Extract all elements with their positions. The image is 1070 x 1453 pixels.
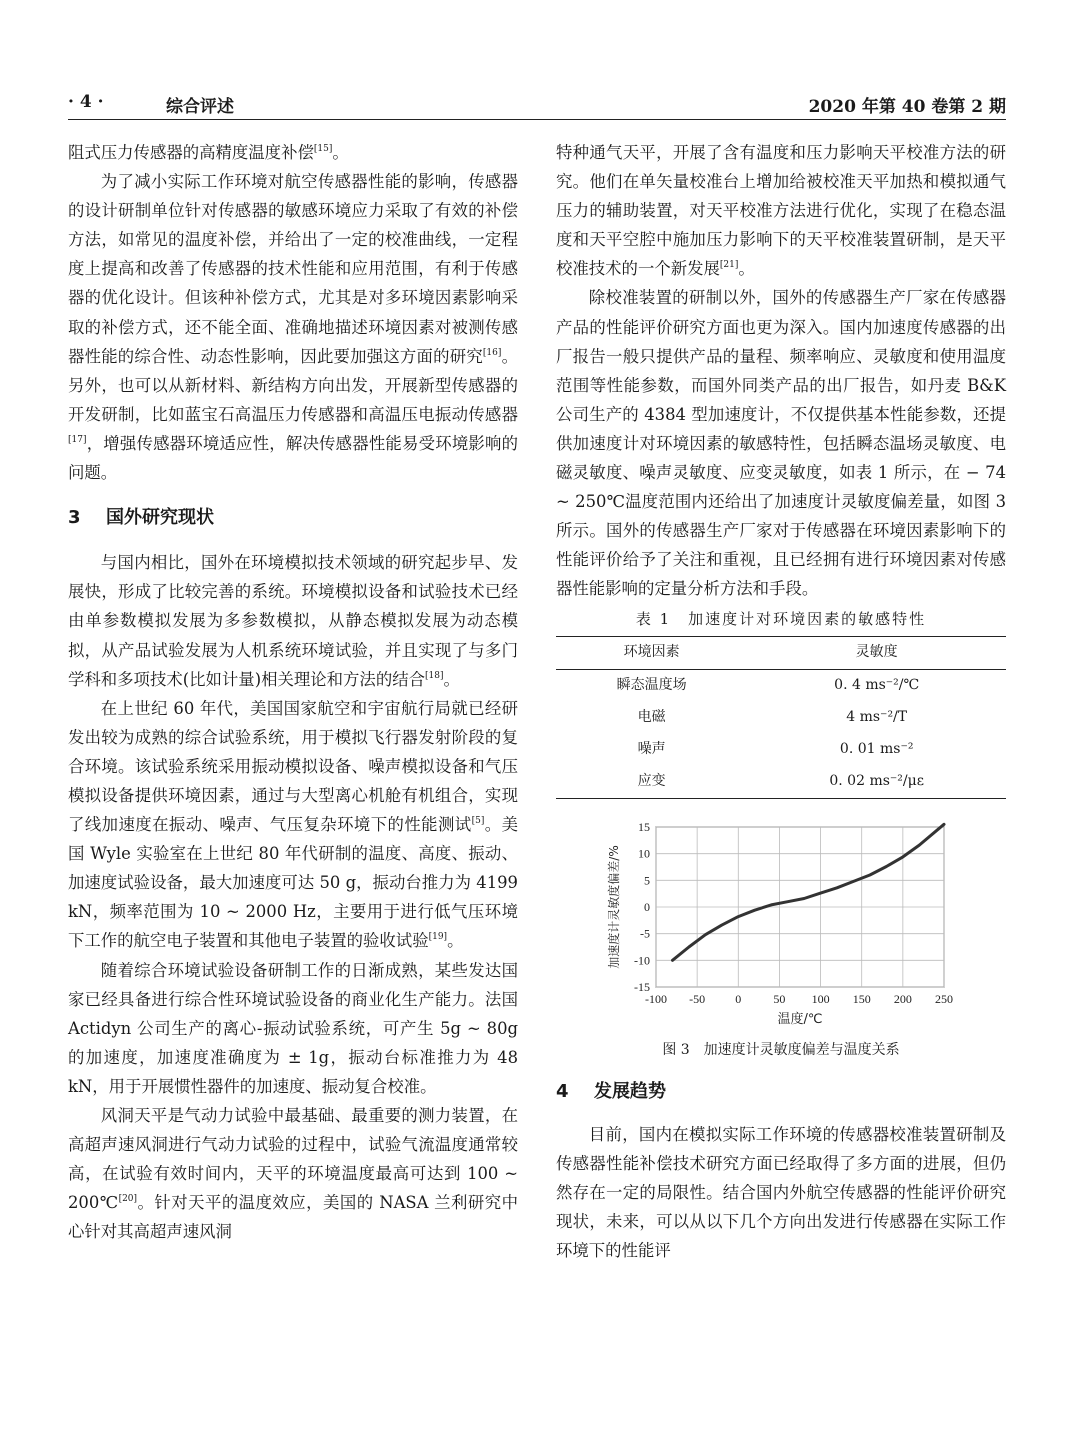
running-header — [68, 92, 1006, 118]
x-tick-label: 150 — [852, 991, 871, 1006]
citation[interactable]: [16] — [482, 347, 502, 358]
right-column — [556, 138, 1006, 1265]
y-tick-label: 5 — [644, 872, 650, 887]
series-line — [673, 824, 945, 960]
citation[interactable]: [15] — [313, 144, 333, 154]
column-header: 灵敏度 — [855, 643, 898, 660]
section-number: 4 — [556, 1080, 569, 1102]
citation[interactable]: [17] — [68, 434, 87, 445]
citation[interactable]: [5] — [471, 816, 485, 827]
section-heading — [68, 503, 518, 532]
paragraph: 特种通气天平，开展了含有温度和压力影响天平校准方法的研究。他们在单矢量校准台上增加给被校准天平加热和模拟通气压力的辅助装置，对天平校准方法进行优化，实现了在稳态温度和天平空腔中施加压力影响下的天平校准装置研制，是天平校准技术的一个新发展[21]。 — [556, 143, 1006, 279]
paragraph: 与国内相比，国外在环境模拟技术领域的研究起步早、发展快，形成了比较完善的系统。环境模拟设备和试验技术已经由单参数模拟发展为多参数模拟，从静态模拟发展为动态模拟，从产品试验发展为人机系统环境试验，并且实现了与多门学科和多项技术(比如计量)相关理论和方法的结合[18]。 — [68, 553, 518, 689]
x-tick-label: -100 — [645, 991, 667, 1006]
sensitivity-table — [556, 636, 1006, 799]
table-header-row — [556, 636, 1006, 669]
x-tick-label: 50 — [773, 991, 786, 1006]
y-tick-label: 0 — [644, 899, 650, 914]
section-heading — [556, 1077, 1006, 1106]
column-header: 环境因素 — [623, 643, 680, 660]
x-tick-label: -50 — [689, 991, 706, 1006]
table-row: 噪声 0. 01 ms⁻² — [637, 740, 914, 757]
sensitivity-temperature-chart — [556, 807, 1006, 1037]
table-row: 瞬态温度场 0. 4 ms⁻²/℃ — [616, 676, 920, 693]
y-tick-label: -15 — [634, 979, 650, 994]
header-rule — [68, 119, 1006, 120]
y-tick-label: -10 — [634, 952, 650, 967]
table-row: 应变 0. 02 ms⁻²/με — [556, 766, 1006, 799]
citation[interactable]: [21] — [719, 260, 739, 271]
y-tick-label: 15 — [638, 819, 650, 834]
paragraph: 阻式压力传感器的高精度温度补偿[15]。 — [68, 143, 349, 162]
paragraph: 除校准装置的研制以外，国外的传感器生产厂家在传感器产品的性能评价研究方面也更为深入。国内加速度传感器的出厂报告一般只提供产品的量程、频率响应、灵敏度和使用温度范围等性能参数，而国外同类产品的出厂报告，如丹麦 B&K 公司生产的 4384 型加速度计，不仅提供基本性能参数，还提供加速度计对环境因素的敏感特性，包括瞬态温场灵敏度、电磁灵敏度、噪声灵敏度、应变灵敏度，如表 1 所示，在 − 74 ~ 250℃温度范围内还给出了加速度计灵敏度偏差量，如图 3 所示。国外的传感器生产厂家对于传感器在环境因素影响下的性能评价给予了关注和重视，且已经拥有进行环境因素对传感器性能影响的定量分析方法和手段。 — [556, 288, 1006, 599]
citation[interactable]: [18] — [425, 670, 444, 681]
paragraph: 目前，国内在模拟实际工作环境的传感器校准装置研制及传感器性能补偿技术研究方面已经取得了多方面的进展，但仍然存在一定的局限性。结合国内外航空传感器的性能评价研究现状，未来，可以从以下几个方向出发进行传感器在实际工作环境下的性能评 — [556, 1124, 1006, 1260]
citation[interactable]: [19] — [428, 932, 448, 943]
figure-caption: 图 3 加速度计灵敏度偏差与温度关系 — [662, 1041, 900, 1058]
section-number: 3 — [68, 507, 81, 529]
paragraph: 在上世纪 60 年代，美国国家航空和宇宙航行局就已经研发出较为成熟的综合试验系统，用于模拟飞行器发射阶段的复合环境。该试验系统采用振动模拟设备、噪声模拟设备和气压模拟设备提供环境因素，通过与大型离心机舱有机组合，实现了线加速度在振动、噪声、气压复杂环境下的性能测试[5]。美国 Wyle 实验室在上世纪 80 年代研制的温度、高度、振动、加速度试验设备，最大加速度可达 50 g，振动台推力为 4199 kN，频率范围为 10 ~ 2000 Hz，主要用于进行低气压环境下工作的航空电子装置和其他电子装置的验收试验[19]。 — [68, 698, 519, 951]
section-name: 综合评述 — [166, 97, 234, 117]
x-tick-label: 250 — [935, 991, 953, 1006]
x-tick-label: 0 — [735, 991, 742, 1006]
x-tick-label: 100 — [811, 991, 830, 1006]
section-title: 国外研究现状 — [106, 507, 214, 529]
y-tick-label: 10 — [638, 846, 650, 861]
paragraph: 随着综合环境试验设备研制工作的日渐成熟，某些发达国家已经具备进行综合性环境试验设备的商业化生产能力。法国 Actidyn 公司生产的离心-振动试验系统，可产生 5g ~ 80g 的加速度，加速度准确度为 ± 1g，振动台标准推力为 48 kN，用于开展惯性器件的加速度、振动复合校准。 — [68, 960, 518, 1096]
paragraph: 为了减小实际工作环境对航空传感器性能的影响，传感器的设计研制单位针对传感器的敏感环境应力采取了有效的补偿方法，如常见的温度补偿，并给出了一定的校准曲线，一定程度上提高和改善了传感器的技术性能和应用范围，有利于传感器的优化设计。但该种补偿方式，尤其是对多环境因素影响采取的补偿方式，还不能全面、准确地描述环境因素对被测传感器性能的综合性、动态性影响，因此要加强这方面的研究[16]。另外，也可以从新材料、新结构方向出发，开展新型传感器的开发研制，比如蓝宝石高温压力传感器和高温压电振动传感器[17]，增强传感器环境适应性，解决传感器性能易受环境影响的问题。 — [68, 172, 519, 483]
figure-3 — [556, 807, 1006, 1037]
table-row: 电磁 4 ms⁻²/T — [637, 708, 908, 725]
x-axis-label: 温度/℃ — [777, 1011, 823, 1027]
journal-issue: 2020 年第 40 卷第 2 期 — [808, 97, 1006, 117]
page-number: · 4 · — [68, 92, 104, 112]
y-tick-label: -5 — [640, 926, 650, 941]
section-title: 发展趋势 — [594, 1080, 666, 1102]
x-tick-label: 200 — [893, 991, 912, 1006]
y-axis-label: 加速度计灵敏度偏差/% — [607, 844, 621, 969]
citation[interactable]: [20] — [118, 1194, 138, 1205]
table-caption: 表 1 加速度计对环境因素的敏感特性 — [635, 609, 927, 628]
left-column — [68, 138, 518, 1246]
paragraph: 风洞天平是气动力试验中最基础、最重要的测力装置，在高超声速风洞进行气动力试验的过程中，试验气流温度通常较高，在试验有效时间内，天平的环境温度最高可达到 100 ~ 200℃[20]。针对天平的温度效应，美国的 NASA 兰利研究中心针对其高超声速风洞 — [68, 1106, 518, 1242]
